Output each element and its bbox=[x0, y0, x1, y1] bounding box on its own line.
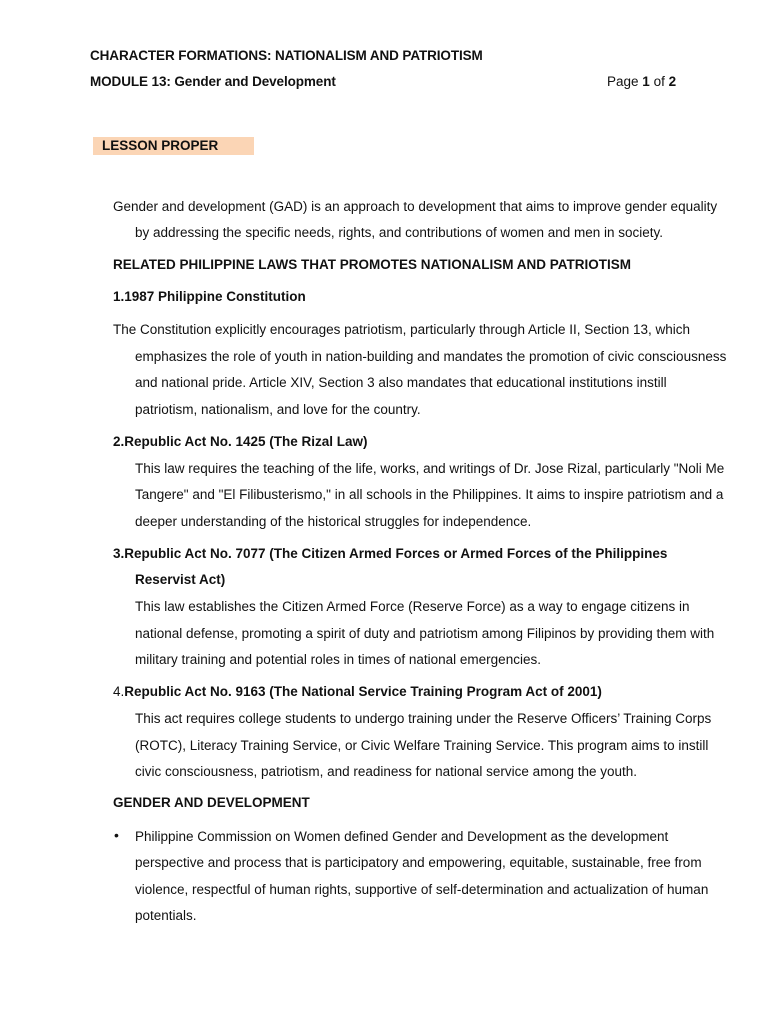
gad-bullet-line-3: violence, respectful of human rights, supportive of self-determination and actualization of human bbox=[135, 882, 709, 897]
gad-bullet-line-1: Philippine Commission on Women defined Gender and Development as the development bbox=[135, 829, 669, 844]
gad-bullet-line-4: potentials. bbox=[135, 908, 197, 923]
law3-title-line-2: Reservist Act) bbox=[135, 572, 226, 587]
law1-line-3: and national pride. Article XIV, Section 3 also mandates that educational institutions instill bbox=[135, 375, 667, 390]
page-of: of bbox=[653, 74, 665, 89]
law4-title bbox=[113, 684, 602, 699]
page-total: 2 bbox=[668, 74, 677, 89]
lesson-proper-banner bbox=[93, 137, 254, 155]
law2-line-1: This law requires the teaching of the life, works, and writings of Dr. Jose Rizal, particularly "Noli Me bbox=[135, 461, 725, 476]
bullet-icon: • bbox=[114, 827, 119, 843]
law4-title-text: Republic Act No. 9163 (The National Service Training Program Act of 2001) bbox=[124, 684, 602, 699]
law1-line-1: The Constitution explicitly encourages patriotism, particularly through Article II, Section 13, which bbox=[113, 322, 691, 337]
intro-line-2: by addressing the specific needs, rights, and contributions of women and men in society. bbox=[135, 225, 664, 240]
intro-line-1: Gender and development (GAD) is an approach to development that aims to improve gender equality bbox=[113, 199, 718, 214]
law2-title: 2.Republic Act No. 1425 (The Rizal Law) bbox=[113, 434, 368, 449]
lesson-proper-label: LESSON PROPER bbox=[102, 138, 219, 153]
law4-line-2: (ROTC), Literacy Training Service, or Civic Welfare Training Service. This program aims to instill bbox=[135, 738, 709, 753]
law2-line-3: deeper understanding of the historical struggles for independence. bbox=[135, 514, 532, 529]
law1-title: 1.1987 Philippine Constitution bbox=[113, 289, 306, 304]
law3-line-3: military training and potential roles in times of national emergencies. bbox=[135, 652, 541, 667]
law3-line-1: This law establishes the Citizen Armed Force (Reserve Force) as a way to engage citizens in bbox=[135, 599, 690, 614]
law1-line-4: patriotism, nationalism, and love for the country. bbox=[135, 402, 421, 417]
course-title: CHARACTER FORMATIONS: NATIONALISM AND PATRIOTISM bbox=[90, 48, 483, 63]
law4-line-1: This act requires college students to undergo training under the Reserve Officers’ Training Corps bbox=[135, 711, 712, 726]
gad-bullet-line-2: perspective and process that is participatory and empowering, equitable, sustainable, free from bbox=[135, 855, 702, 870]
law4-line-3: civic consciousness, patriotism, and readiness for national service among the youth. bbox=[135, 764, 638, 779]
law2-line-2: Tangere" and "El Filibusterismo," in all schools in the Philippines. It aims to inspire patriotism and a bbox=[135, 487, 724, 502]
gad-heading: GENDER AND DEVELOPMENT bbox=[113, 795, 310, 810]
law1-line-2: emphasizes the role of youth in nation-building and mandates the promotion of civic consciousness bbox=[135, 349, 727, 364]
law4-number: 4. bbox=[113, 684, 125, 699]
page-indicator bbox=[607, 74, 676, 89]
module-title: MODULE 13: Gender and Development bbox=[90, 74, 336, 89]
page-prefix: Page bbox=[607, 74, 639, 89]
law3-line-2: national defense, promoting a spirit of duty and patriotism among Filipinos by providing them with bbox=[135, 626, 715, 641]
laws-heading: RELATED PHILIPPINE LAWS THAT PROMOTES NATIONALISM AND PATRIOTISM bbox=[113, 257, 631, 272]
law3-title-line-1: 3.Republic Act No. 7077 (The Citizen Armed Forces or Armed Forces of the Philippines bbox=[113, 546, 668, 561]
page-current: 1 bbox=[642, 74, 650, 89]
